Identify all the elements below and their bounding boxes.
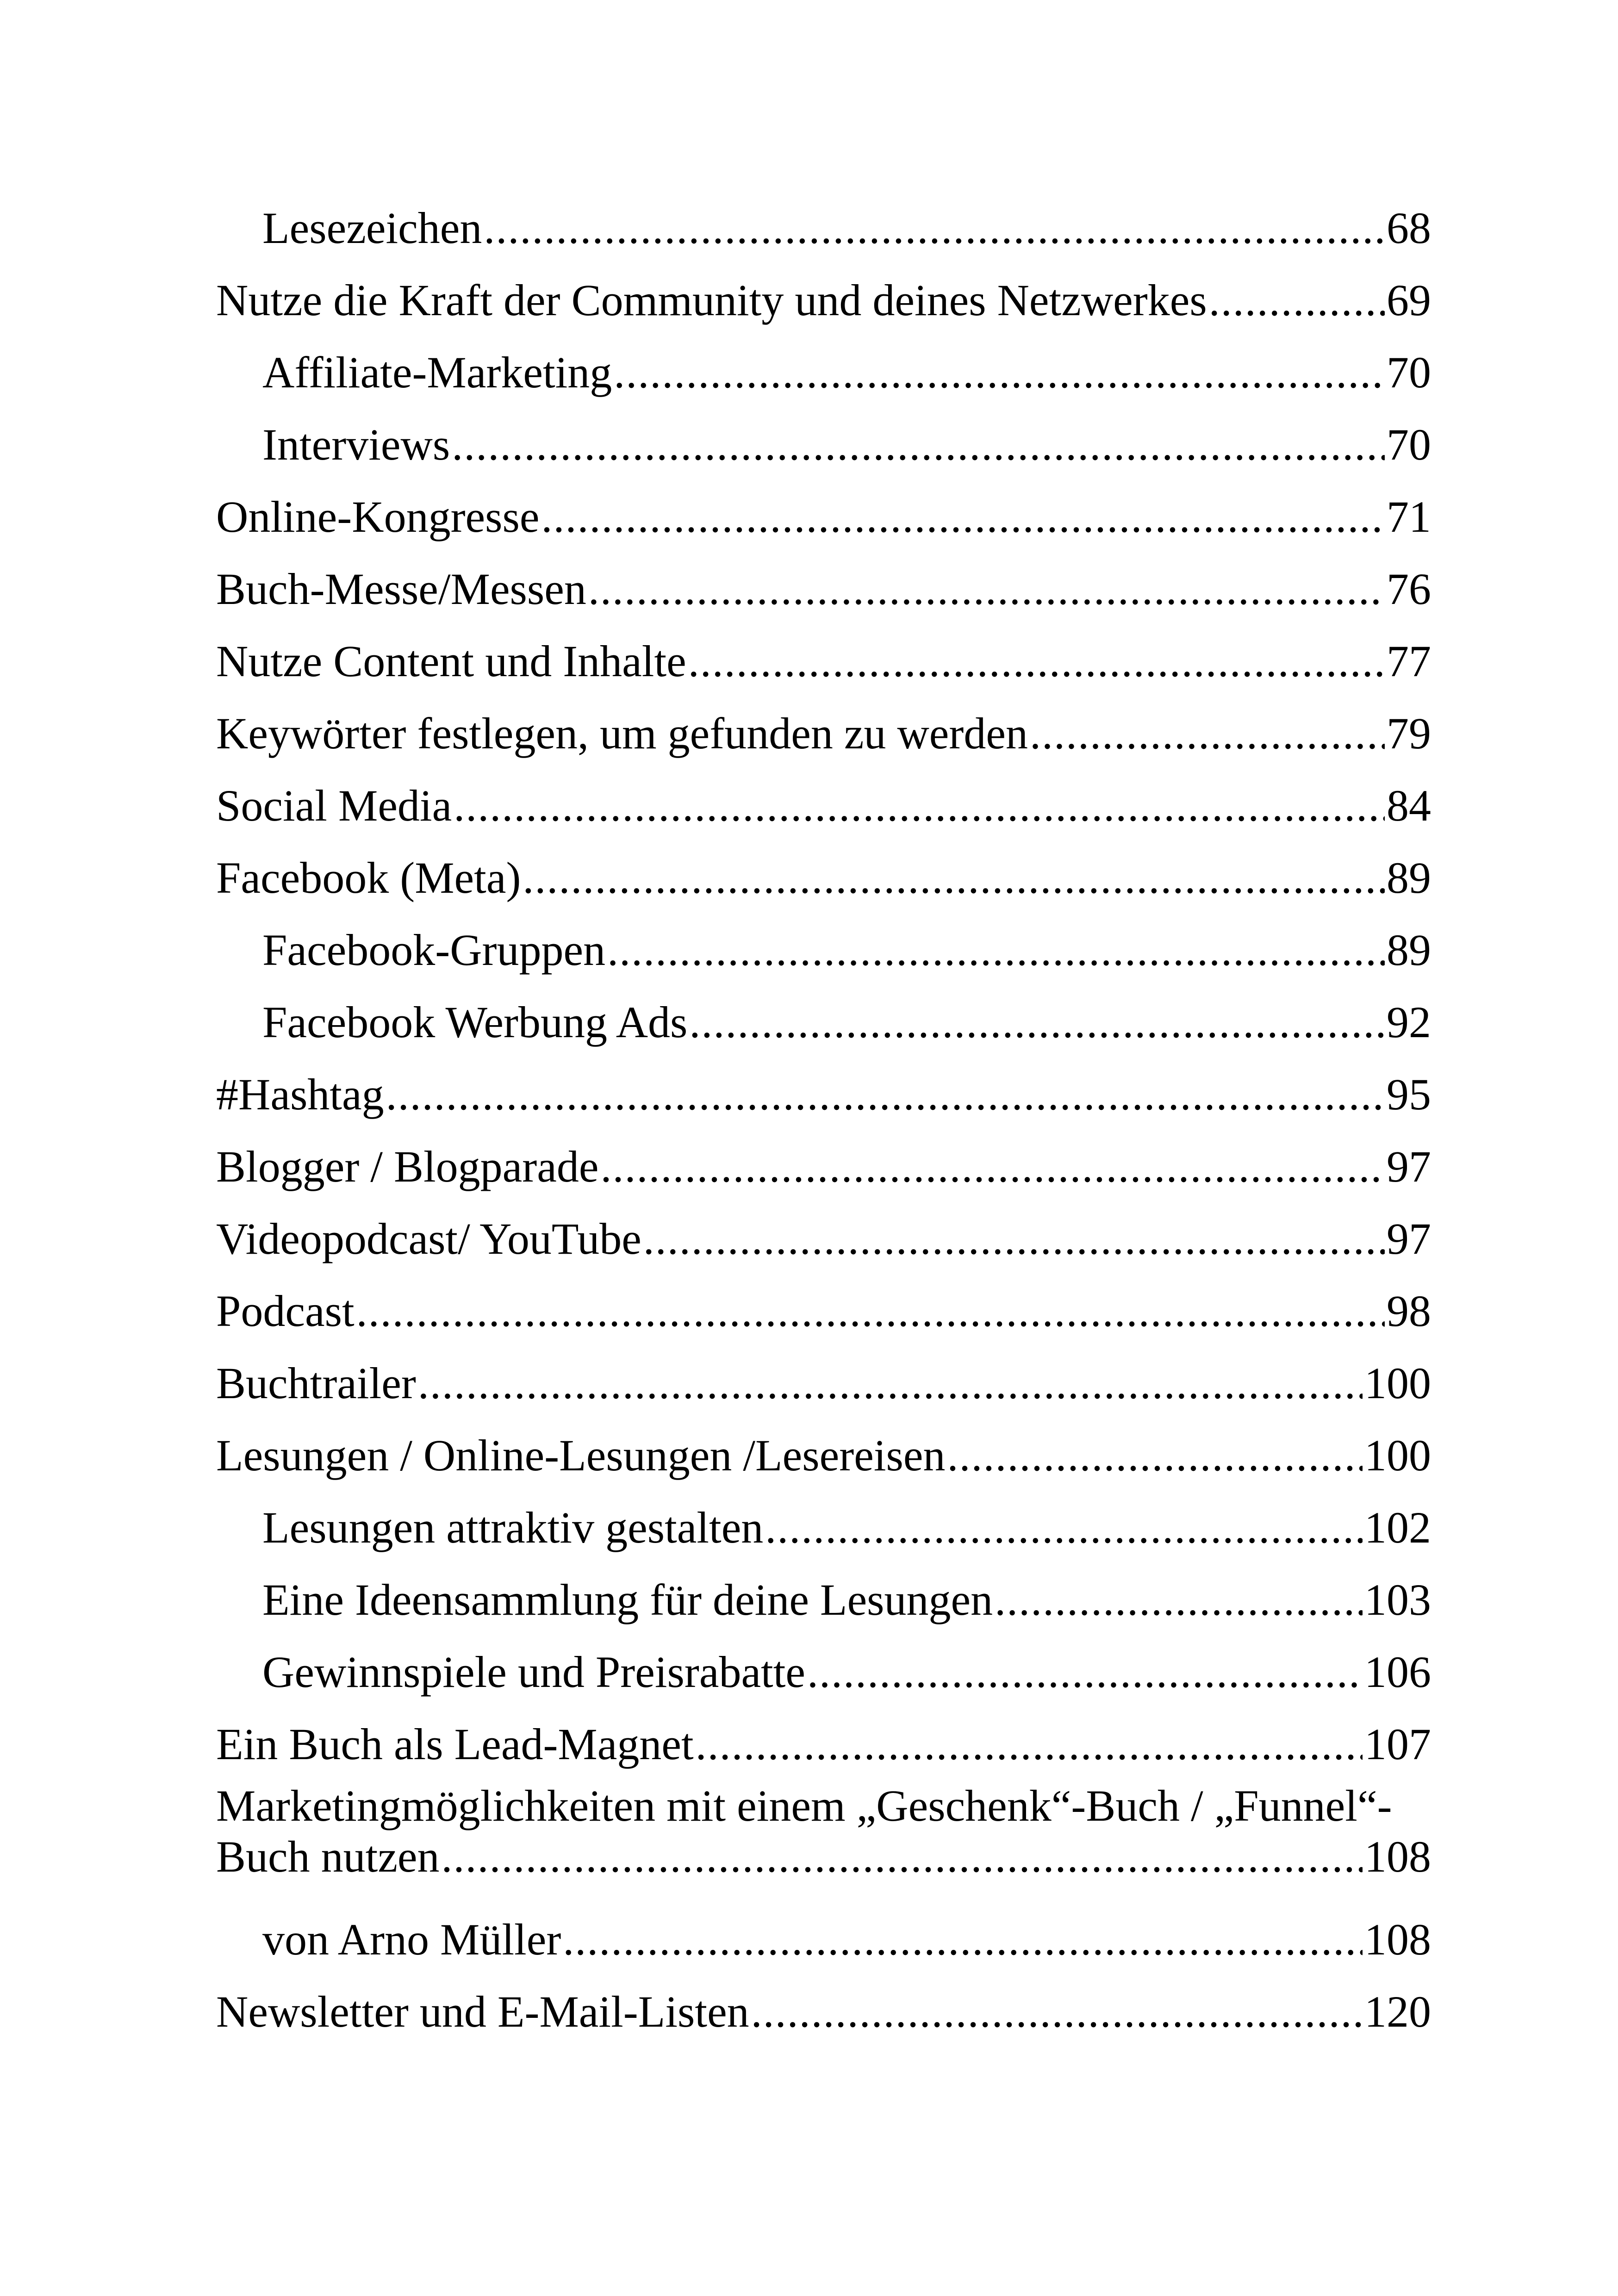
dot-leader: [1030, 697, 1385, 770]
toc-entry-title: Buchtrailer: [216, 1358, 416, 1408]
toc-entry-title: Podcast: [216, 1286, 355, 1336]
toc-entry-title: Buch-Messe/Messen: [216, 564, 586, 614]
toc-entry-title: Nutze Content und Inhalte: [216, 636, 686, 686]
toc-entry-title: Lesungen / Online-Lesungen /Lesereisen: [216, 1431, 946, 1480]
toc-entry-title: Interviews: [262, 420, 450, 469]
dot-leader: [1209, 264, 1385, 336]
toc-entry-page: 97: [1387, 1142, 1431, 1191]
toc-entry-page: 89: [1387, 925, 1431, 975]
toc-entry-page: 71: [1387, 492, 1431, 541]
toc-entry-title: Keywörter festlegen, um gefunden zu werden: [216, 709, 1028, 758]
dot-leader: [614, 336, 1385, 409]
dot-leader: [523, 842, 1385, 914]
toc-entry-title: Facebook-Gruppen: [262, 925, 606, 975]
toc-entry-title: von Arno Müller: [262, 1915, 561, 1964]
dot-leader: [442, 1831, 1363, 1882]
toc-entry-page: 97: [1387, 1214, 1431, 1263]
toc-entry-title: Eine Ideensammlung für deine Lesungen: [262, 1575, 993, 1624]
toc-entry-title: Affiliate-Marketing: [262, 348, 612, 397]
toc-entry[interactable]: [216, 1904, 1431, 1976]
toc-entry-page: 107: [1364, 1719, 1431, 1769]
toc-entry-title: Gewinnspiele und Preisrabatte: [262, 1647, 805, 1697]
dot-leader: [452, 409, 1385, 481]
toc-entry[interactable]: [216, 481, 1431, 553]
toc-entry[interactable]: [216, 986, 1431, 1058]
toc-entry-page: 108: [1364, 1915, 1431, 1964]
dot-leader: [541, 481, 1385, 553]
toc-entry-title: Ein Buch als Lead-Magnet: [216, 1719, 694, 1769]
toc-entry[interactable]: [216, 553, 1431, 625]
toc-entry[interactable]: [216, 1347, 1431, 1419]
toc-entry-page: 68: [1387, 203, 1431, 253]
toc-entry-title: Facebook Werbung Ads: [262, 997, 688, 1047]
dot-leader: [947, 1419, 1363, 1492]
toc-entry-title-line2: Buch nutzen: [216, 1832, 440, 1881]
toc-entry-page: 89: [1387, 853, 1431, 902]
toc-entry-page: 76: [1387, 564, 1431, 614]
toc-entry-page: 108: [1364, 1832, 1431, 1881]
toc-entry-title-line1: Marketingmöglichkeiten mit einem „Geschenk“-Buch / „Funnel“-: [216, 1781, 1392, 1830]
toc-entry-title: Online-Kongresse: [216, 492, 540, 541]
toc-entry-page: 98: [1387, 1286, 1431, 1336]
toc-entry-title: Social Media: [216, 781, 452, 830]
toc-entry-page: 69: [1387, 275, 1431, 325]
toc-entry[interactable]: [216, 1419, 1431, 1492]
toc-entry-multiline[interactable]: [216, 1780, 1431, 1904]
toc-entry-title: Lesezeichen: [262, 203, 482, 253]
dot-leader: [484, 192, 1385, 264]
toc-entry[interactable]: [216, 770, 1431, 842]
toc-entry[interactable]: [216, 1976, 1431, 2048]
toc-entry[interactable]: [216, 1708, 1431, 1780]
toc-entry-page: 106: [1364, 1647, 1431, 1697]
toc-entry[interactable]: [216, 192, 1431, 264]
toc-entry-title: Blogger / Blogparade: [216, 1142, 599, 1191]
toc-entry-page: 84: [1387, 781, 1431, 830]
toc-entry[interactable]: [216, 1492, 1431, 1564]
toc-entry-title: Videopodcast/ YouTube: [216, 1214, 641, 1263]
toc-entry[interactable]: [216, 625, 1431, 697]
dot-leader: [643, 1203, 1385, 1275]
toc-entry[interactable]: [216, 1203, 1431, 1275]
toc-entry-page: 102: [1364, 1503, 1431, 1552]
toc-entry-title: Newsletter und E-Mail-Listen: [216, 1987, 749, 2036]
dot-leader: [588, 553, 1385, 625]
toc-entry[interactable]: [216, 914, 1431, 986]
toc-entry-page: 95: [1387, 1070, 1431, 1119]
toc-entry-page: 100: [1364, 1358, 1431, 1408]
toc-entry-page: 120: [1364, 1987, 1431, 2036]
dot-leader: [995, 1564, 1363, 1636]
toc-entry-page: 103: [1364, 1575, 1431, 1624]
toc-entry-line2: [216, 1831, 1431, 1904]
toc-entry[interactable]: [216, 1131, 1431, 1203]
toc-entry[interactable]: [216, 1564, 1431, 1636]
toc-entry[interactable]: [216, 1058, 1431, 1131]
toc-entry[interactable]: [216, 842, 1431, 914]
dot-leader: [696, 1708, 1363, 1780]
toc-entry-title: Nutze die Kraft der Community und deines Netzwerkes: [216, 275, 1207, 325]
dot-leader: [600, 1131, 1385, 1203]
dot-leader: [563, 1904, 1363, 1976]
toc-entry-page: 92: [1387, 997, 1431, 1047]
dot-leader: [689, 986, 1385, 1058]
toc-entry[interactable]: [216, 336, 1431, 409]
dot-leader: [356, 1275, 1385, 1347]
toc-entry-page: 70: [1387, 348, 1431, 397]
toc-entry-page: 79: [1387, 709, 1431, 758]
dot-leader: [688, 625, 1385, 697]
table-of-contents: [216, 192, 1431, 2048]
toc-entry[interactable]: [216, 409, 1431, 481]
dot-leader: [418, 1347, 1363, 1419]
toc-entry-title: Lesungen attraktiv gestalten: [262, 1503, 764, 1552]
toc-entry[interactable]: [216, 1636, 1431, 1708]
dot-leader: [765, 1492, 1363, 1564]
dot-leader: [386, 1058, 1385, 1131]
toc-entry[interactable]: [216, 264, 1431, 336]
toc-entry-page: 70: [1387, 420, 1431, 469]
toc-entry-title: Facebook (Meta): [216, 853, 521, 902]
toc-entry-page: 100: [1364, 1431, 1431, 1480]
dot-leader: [454, 770, 1385, 842]
dot-leader: [751, 1976, 1363, 2048]
dot-leader: [807, 1636, 1363, 1708]
toc-entry[interactable]: [216, 697, 1431, 770]
toc-entry[interactable]: [216, 1275, 1431, 1347]
dot-leader: [607, 914, 1385, 986]
toc-entry-title: #Hashtag: [216, 1070, 384, 1119]
toc-entry-page: 77: [1387, 636, 1431, 686]
